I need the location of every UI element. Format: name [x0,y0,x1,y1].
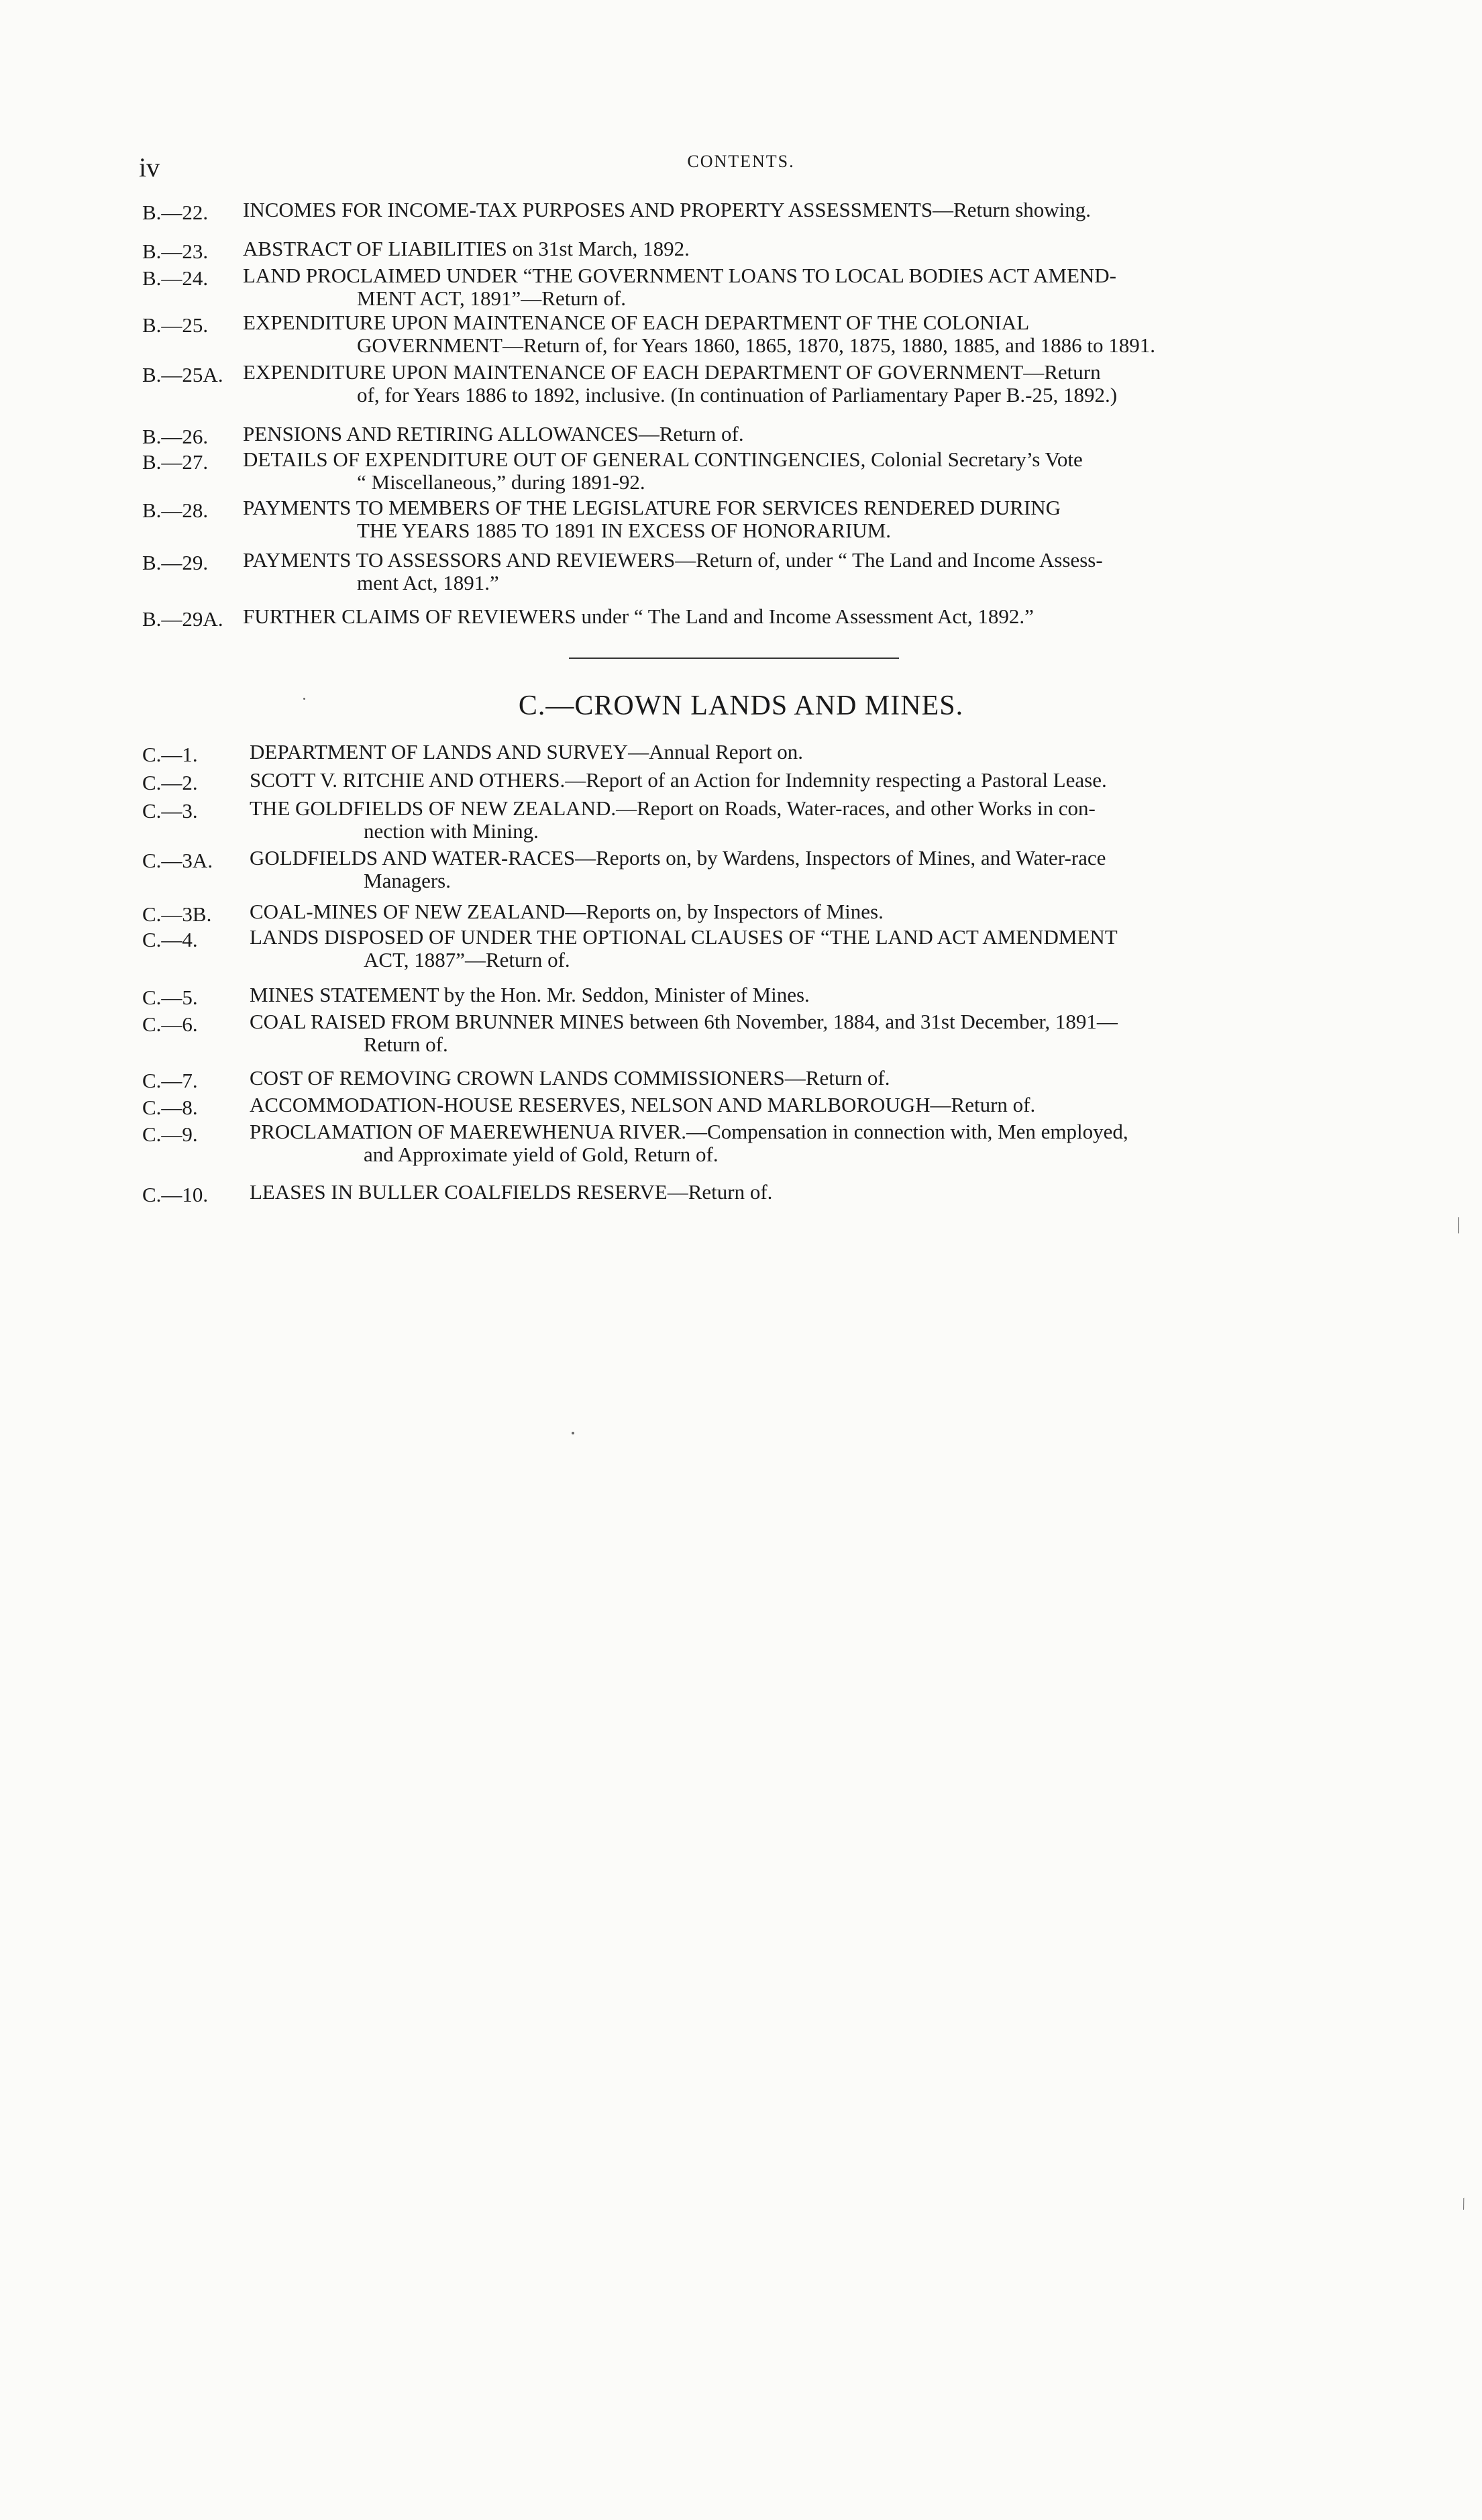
entry-code: C.—6. [142,1012,198,1036]
running-head: CONTENTS. [687,152,795,171]
entry-continuation: GOVERNMENT—Return of, for Years 1860, 1865, 1870, 1875, 1880, 1885, and 1886 to 1891. [357,333,1155,357]
entry-b-23 [142,237,1330,263]
entry-code: B.—26. [142,425,209,448]
entry-code: C.—9. [142,1122,198,1146]
entry-continuation: “ Miscellaneous,” during 1891-92. [357,470,645,494]
entry-c-4 [142,926,1330,972]
entry-code: B.—22. [142,201,209,224]
entry-c-9 [142,1120,1330,1166]
entry-c-2 [142,769,1330,792]
entry-c-10 [142,1181,1330,1204]
entry-title: SCOTT V. RITCHIE AND OTHERS.—Report of an Action for Indemnity respecting a Pastoral Lease. [250,768,1107,792]
entry-title: INCOMES FOR INCOME-TAX PURPOSES AND PROPERTY ASSESSMENTS—Return showing. [243,198,1091,221]
entry-b-29 [142,549,1330,594]
entry-code: C.—3A. [142,849,213,872]
entry-b-22 [142,198,1330,224]
entry-c-1 [142,741,1330,764]
entry-c-3b [142,900,1330,926]
entry-title: ACCOMMODATION-HOUSE RESERVES, NELSON AND MARLBOROUGH—Return of. [250,1093,1036,1116]
scan-mark: ⁄ [1457,2196,1470,2211]
entry-c-3a [142,847,1330,892]
scan-mark: ⁄ [1450,1215,1467,1236]
scan-speck [572,1432,574,1434]
entry-title: EXPENDITURE UPON MAINTENANCE OF EACH DEPARTMENT OF GOVERNMENT—Return [243,360,1101,384]
entry-code: B.—29. [142,551,209,574]
entry-title: EXPENDITURE UPON MAINTENANCE OF EACH DEPARTMENT OF THE COLONIAL [243,311,1030,334]
entry-title: PENSIONS AND RETIRING ALLOWANCES—Return of. [243,422,744,445]
entry-code: B.—25A. [142,363,223,386]
entry-continuation: THE YEARS 1885 TO 1891 IN EXCESS OF HONORARIUM. [357,519,892,542]
entry-b-24 [142,264,1330,310]
entry-b-26 [142,422,1330,448]
entry-title: DEPARTMENT OF LANDS AND SURVEY—Annual Report on. [250,740,803,764]
entry-code: C.—3B. [142,902,212,926]
entry-code: B.—23. [142,240,209,263]
entry-c-5 [142,983,1330,1009]
entry-code: C.—8. [142,1096,198,1119]
entry-code: B.—27. [142,450,209,474]
entry-title: DETAILS OF EXPENDITURE OUT OF GENERAL CONTINGENCIES, Colonial Secretary’s Vote [243,448,1083,471]
entry-code: C.—10. [142,1183,209,1206]
entry-title: LANDS DISPOSED OF UNDER THE OPTIONAL CLAUSES OF “THE LAND ACT AMENDMENT [250,925,1118,949]
entry-code: B.—29A. [142,607,223,631]
entry-c-7 [142,1067,1330,1090]
entry-code: C.—3. [142,799,198,823]
entry-b-28 [142,496,1330,542]
entry-code: C.—7. [142,1069,198,1092]
entry-code: B.—24. [142,266,209,290]
entry-continuation: MENT ACT, 1891”—Return of. [357,286,626,310]
entry-b-29a [142,605,1330,631]
entry-title: COAL RAISED FROM BRUNNER MINES between 6th November, 1884, and 31st December, 1891— [250,1010,1118,1033]
entry-title: THE GOLDFIELDS OF NEW ZEALAND.—Report on Roads, Water-races, and other Works in con- [250,796,1096,820]
scan-speck [303,698,305,700]
entry-continuation: of, for Years 1886 to 1892, inclusive. (In continuation of Parliamentary Paper B.-25, 1892.) [357,383,1118,407]
entry-title: ABSTRACT OF LIABILITIES on 31st March, 1892. [243,237,690,260]
entry-title: LAND PROCLAIMED UNDER “THE GOVERNMENT LOANS TO LOCAL BODIES ACT AMEND- [243,264,1116,287]
entry-c-6 [142,1010,1330,1056]
entry-b-27 [142,448,1330,494]
entry-title: PAYMENTS TO MEMBERS OF THE LEGISLATURE FOR SERVICES RENDERED DURING [243,496,1061,519]
entry-continuation: nection with Mining. [364,819,539,843]
entry-b-25a [142,361,1330,407]
entry-code: B.—28. [142,498,209,522]
entry-c-8 [142,1093,1330,1119]
entry-title: LEASES IN BULLER COALFIELDS RESERVE—Return of. [250,1180,773,1204]
entry-title: COST OF REMOVING CROWN LANDS COMMISSIONERS—Return of. [250,1066,890,1090]
entry-b-25 [142,311,1330,357]
entry-code: C.—4. [142,928,198,951]
entry-code: B.—25. [142,313,209,337]
entry-title: COAL-MINES OF NEW ZEALAND—Reports on, by Inspectors of Mines. [250,900,884,923]
entry-c-3 [142,797,1330,843]
entry-title: PROCLAMATION OF MAEREWHENUA RIVER.—Compensation in connection with, Men employed, [250,1120,1128,1143]
entry-continuation: and Approximate yield of Gold, Return of. [364,1143,719,1166]
page-number: iv [139,152,160,182]
section-heading-c: C.—CROWN LANDS AND MINES. [518,690,964,721]
entry-code: C.—2. [142,771,198,794]
entry-continuation: Return of. [364,1033,448,1056]
section-divider [569,658,899,659]
entry-continuation: Managers. [364,869,451,892]
entry-code: C.—5. [142,986,198,1009]
entry-title: FURTHER CLAIMS OF REVIEWERS under “ The Land and Income Assessment Act, 1892.” [243,605,1034,628]
entry-title: MINES STATEMENT by the Hon. Mr. Seddon, Minister of Mines. [250,983,810,1006]
entry-title: GOLDFIELDS AND WATER-RACES—Reports on, by Wardens, Inspectors of Mines, and Water-race [250,846,1106,870]
entry-continuation: ACT, 1887”—Return of. [364,948,570,972]
entry-title: PAYMENTS TO ASSESSORS AND REVIEWERS—Return of, under “ The Land and Income Assess- [243,548,1103,572]
entry-code: C.—1. [142,743,198,766]
entry-continuation: ment Act, 1891.” [357,571,499,594]
